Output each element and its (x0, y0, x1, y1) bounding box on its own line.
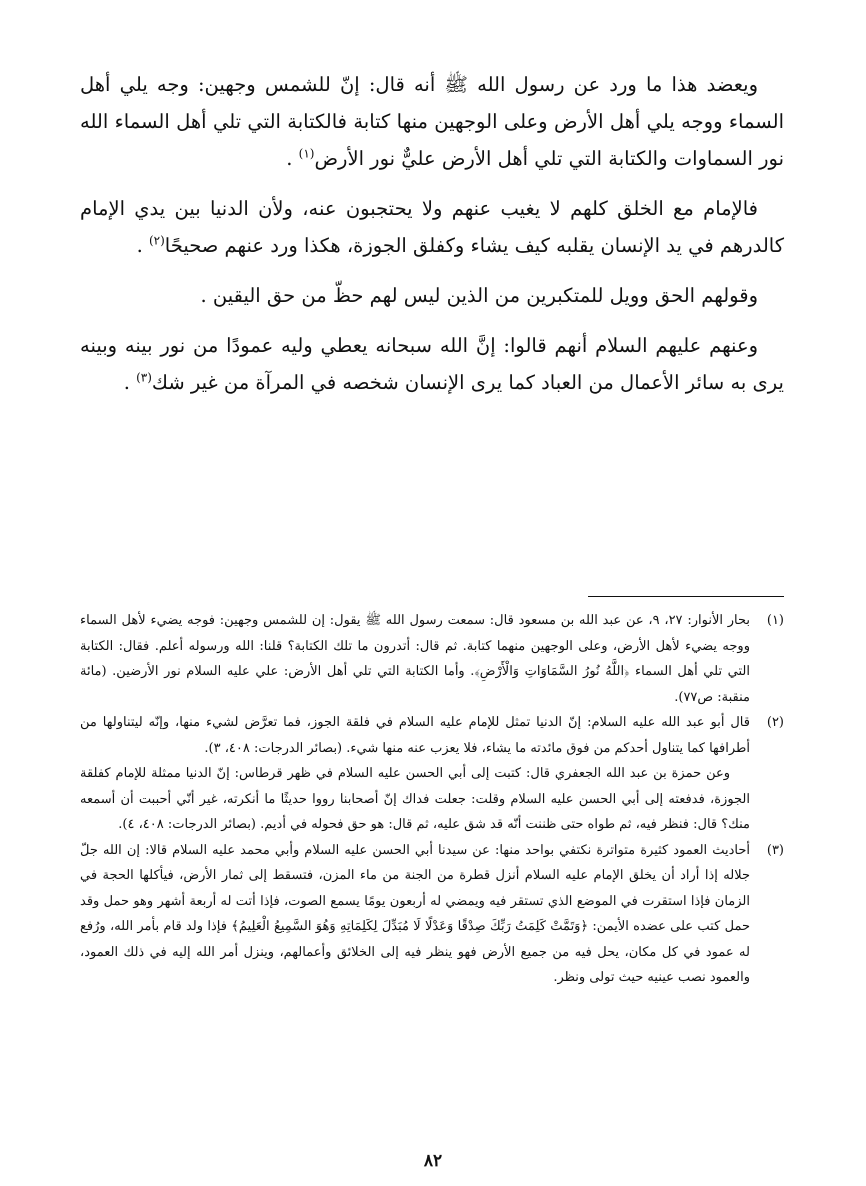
paragraph-4-text: وعنهم عليهم السلام أنهم قالوا: إنَّ الله سبحانه يعطي وليه عمودًا من نور بينه وبينه يرى به سائر الأعمال من العباد كما يرى الإنسان شخصه في المرآة من غير شك (80, 334, 784, 394)
footnote-3-number: (٣) (766, 842, 784, 858)
page-number: ٨٢ (423, 1151, 443, 1171)
footnotes (80, 608, 784, 991)
paragraph-3-text: وقولهم الحق وويل للمتكبرين من الذين ليس لهم حظّ من حق اليقين . (200, 284, 758, 307)
paragraph-1-end: . (286, 147, 299, 170)
footnote-separator (588, 596, 784, 597)
footnote-3 (80, 838, 784, 991)
paragraph-2-end: . (136, 234, 149, 257)
footnote-ref-1[interactable]: (١) (298, 146, 315, 161)
paragraph-1-text: ويعضد هذا ما ورد عن رسول الله ﷺ أنه قال: إنّ للشمس وجهين: وجه يلي أهل السماء ووجه يلي أهل الأرض وعلى الوجهين منها كتابة فالكتابة التي تلي أهل السماء الله نور السماوات والكتابة التي تلي أهل الأرض عليٌّ نور الأرض (80, 73, 784, 170)
footnote-1-text: بحار الأنوار: ٢٧، ٩، عن عبد الله بن مسعود قال: سمعت رسول الله ﷺ يقول: إن للشمس وجهين: فوجه يضيء لأهل السماء ووجه يضيء لأهل الأرض، وعلى الوجهين منهما كتابة. ثم قال: أتدرون ما تلك الكتابة؟ قلنا: الله ورسوله أعلم. فقال: الكتابة التي تلي أهل السماء ﴿اللَّهُ نُورُ السَّمَاوَاتِ وَالْأَرْضِ﴾. وأما الكتابة التي تلي أهل الأرض: علي عليه السلام نور الأرضين. (مائة منقبة: ص٧٧). (80, 613, 751, 705)
main-text (80, 66, 784, 414)
footnote-1-number: (١) (766, 613, 784, 628)
paragraph-4 (80, 327, 784, 401)
paragraph-2 (80, 190, 784, 264)
footnote-2-text: قال أبو عبد الله عليه السلام: إنّ الدنيا تمثل للإمام عليه السلام في فلقة الجوز، فما تعرَّض لشيء منها، وإنّه ليتناولها من أطرافها كما يتناول أحدكم من فوق مائدته ما يشاء، فلا يعزب عنه منها شيء. (بصائر الدرجات: ٤٠٨، ٣). (80, 715, 750, 756)
paragraph-4-end: . (123, 371, 137, 394)
footnote-1 (80, 608, 784, 710)
footnote-2-continuation: وعن حمزة بن عبد الله الجعفري قال: كتبت إلى أبي الحسن عليه السلام في ظهر قرطاس: إنّ الدنيا ممثلة للإمام كفلقة الجوزة، فدفعته إلى أبي الحسن عليه السلام وقلت: جعلت فداك إنّ أصحابنا رووا حديثًا ما أنكرته، غير أنّي أحببت أن أسمعه منك؟ قال: فنظر فيه، ثم طواه حتى ظننت أنّه قد شق عليه، ثم قال: هو حق فحوله في أديم. (بصائر الدرجات: ٤٠٨، ٤). (80, 766, 750, 832)
footnote-3-text: أحاديث العمود كثيرة متواترة نكتفي بواحد منها: عن سيدنا أبي الحسن عليه السلام وأبي محمد عليه السلام قالا: إن الله جلّ جلاله إذا أراد أن يخلق الإمام عليه السلام أنزل قطرة من الجنة من ماء المزن، فتسقط إلى ثمار الأرض، فيأكلها الحجة في الزمان فإذا استقرت في الموضع الذي تستقر فيه ويمضي له أربعون يومًا يسمع الصوت، فإذا أتت له أربعة أشهر وهو حمل وقد حمل كتب على عضده الأيمن: ﴿وَتَمَّتْ كَلِمَتُ رَبِّكَ صِدْقًا وَعَدْلًا لَا مُبَدِّلَ لِكَلِمَاتِهِ وَهُوَ السَّمِيعُ الْعَلِيمُ﴾ فإذا ولد قام بأمر الله، ورُفع له عمود في كل مكان، يحل فيه من جميع الأرض فهو ينظر فيه إلى الخلائق وأعمالهم، وينزل أمر الله إليه في ذلك العمود، والعمود نصب عينيه حيث تولى ونظر. (80, 842, 750, 985)
footnote-ref-2[interactable]: (٢) (148, 233, 165, 248)
footnote-2-number: (٢) (766, 715, 784, 730)
footnote-ref-3[interactable]: (٣) (136, 370, 152, 385)
footnote-2 (80, 710, 784, 838)
paragraph-2-text: فالإمام مع الخلق كلهم لا يغيب عنهم ولا يحتجبون عنه، ولأن الدنيا بين يدي الإمام كالدرهم في يد الإنسان يقلبه كيف يشاء وكفلق الجوزة، هكذا ورد عنهم صحيحًا (80, 197, 784, 257)
paragraph-3 (80, 277, 784, 314)
paragraph-1 (80, 66, 784, 177)
